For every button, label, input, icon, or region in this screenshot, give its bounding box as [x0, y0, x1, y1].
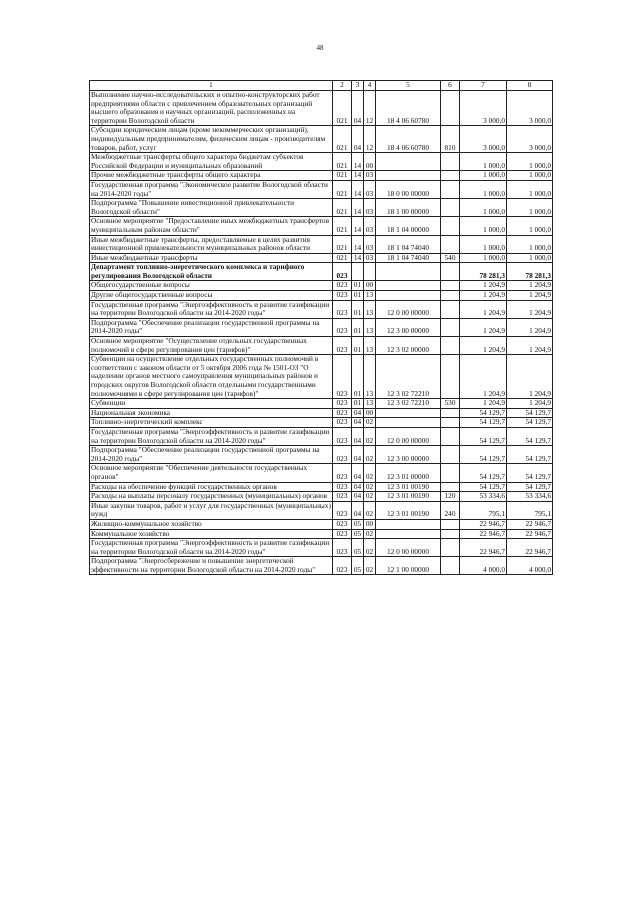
amount-2020-cell: 54 129,7 [507, 427, 553, 445]
amount-2019-cell: 1 204,9 [460, 318, 507, 336]
subsection-code-cell: 02 [364, 482, 376, 492]
expense-type-cell [441, 482, 460, 492]
amount-2019-cell: 795,1 [460, 501, 507, 519]
amount-2020-cell: 22 946,7 [507, 539, 553, 557]
amount-2020-cell: 1 204,9 [507, 300, 553, 318]
subsection-code-cell: 13 [364, 300, 376, 318]
section-code-cell: 04 [352, 482, 364, 492]
ministry-code-cell: 023 [333, 539, 352, 557]
amount-2019-cell: 1 000,0 [460, 235, 507, 253]
table-row [90, 519, 553, 529]
amount-2019-cell: 1 000,0 [460, 217, 507, 235]
amount-2019-cell: 1 000,0 [460, 253, 507, 263]
expense-type-cell [441, 153, 460, 171]
subsection-code-cell: 03 [364, 235, 376, 253]
target-article-cell: 12 0 00 00000 [376, 300, 441, 318]
subsection-code-cell: 03 [364, 253, 376, 263]
ministry-code-cell: 021 [333, 235, 352, 253]
amount-2020-cell: 54 129,7 [507, 418, 553, 428]
expense-name-cell: Жилищно-коммунальное хозяйство [90, 519, 333, 529]
expense-name-cell: Расходы на обеспечение функций государственных органов [90, 482, 333, 492]
expense-name-cell: Иные межбюджетные трансферты, предоставляемые в целях развития инвестиционной привлекательности муниципальных районов области [90, 235, 333, 253]
section-code-cell: 14 [352, 235, 364, 253]
target-article-cell: 12 3 02 00000 [376, 337, 441, 355]
expense-name-cell: Основное мероприятие "Обеспечение деятельности государственных органов" [90, 464, 333, 482]
expense-name-cell: Межбюджетные трансферты общего характера бюджетам субъектов Российской Федерации и муниципальных образований [90, 153, 333, 171]
ministry-code-cell: 023 [333, 291, 352, 301]
target-article-cell: 18 0 00 00000 [376, 180, 441, 198]
target-article-cell: 12 0 00 00000 [376, 539, 441, 557]
expense-name-cell: Иные закупки товаров, работ и услуг для государственных (муниципальных) нужд [91, 501, 331, 519]
target-article-cell: 12 3 01 00190 [376, 492, 441, 502]
expense-type-cell: 540 [441, 253, 460, 263]
table-row [90, 91, 553, 126]
amount-2020-cell: 78 281,3 [507, 263, 553, 281]
subsection-code-cell: 02 [364, 418, 376, 428]
section-code-cell: 04 [352, 418, 364, 428]
amount-2019-cell: 22 946,7 [460, 529, 507, 539]
target-article-cell [376, 153, 441, 171]
subsection-code-cell: 00 [364, 519, 376, 529]
ministry-code-cell: 023 [333, 355, 352, 399]
amount-2019-cell: 54 129,7 [460, 482, 507, 492]
table-row [90, 291, 553, 301]
amount-2020-cell: 22 946,7 [507, 529, 553, 539]
amount-2019-cell: 3 000,0 [460, 91, 507, 126]
subsection-code-cell: 02 [364, 539, 376, 557]
expense-type-cell [441, 529, 460, 539]
expense-type-cell [441, 337, 460, 355]
expense-name-cell: Государственная программа "Энергоэффективность и развитие газификации на территории Вологодской области на 2014-2020 годы" [90, 427, 333, 445]
amount-2020-cell: 795,1 [507, 501, 553, 519]
column-header: 3 [352, 81, 364, 91]
column-header: 8 [507, 81, 553, 91]
amount-2020-cell: 1 204,9 [507, 399, 553, 409]
subsection-code-cell: 02 [364, 501, 376, 519]
expense-name-cell: Основное мероприятие "Осуществление отдельных государственных полномочий в сфере регулирования цен (тарифов)" [90, 337, 333, 355]
subsection-code-cell: 13 [364, 399, 376, 409]
table-row [90, 492, 553, 502]
table-row [90, 153, 553, 171]
subsection-code-cell: 03 [364, 180, 376, 198]
subsection-code-cell: 03 [364, 217, 376, 235]
expense-type-cell [441, 300, 460, 318]
subsection-code-cell: 02 [364, 446, 376, 464]
amount-2019-cell: 1 000,0 [460, 171, 507, 181]
subsection-code-cell: 00 [364, 281, 376, 291]
expense-name-cell: Департамент топливно-энергетического комплекса и тарифного регулирования Вологодской области [90, 263, 333, 281]
subsection-code-cell: 13 [364, 318, 376, 336]
ministry-code-cell: 023 [333, 519, 352, 529]
ministry-code-cell: 023 [333, 529, 352, 539]
expense-name-cell: Основное мероприятие "Предоставление иных межбюджетных трансфертов муниципальным районам области" [90, 217, 333, 235]
subsection-code-cell: 13 [364, 337, 376, 355]
amount-2020-cell: 54 129,7 [507, 482, 553, 492]
table-row [90, 427, 553, 445]
expense-name-cell: Национальная экономика [90, 408, 333, 418]
amount-2019-cell: 54 129,7 [460, 418, 507, 428]
target-article-cell: 12 3 02 72210 [376, 355, 441, 399]
section-code-cell: 14 [352, 180, 364, 198]
expense-type-cell [441, 171, 460, 181]
table-row [90, 171, 553, 181]
table-row [90, 281, 553, 291]
expense-type-cell [441, 519, 460, 529]
amount-2019-cell: 54 129,7 [460, 408, 507, 418]
target-article-cell: 18 1 00 00000 [376, 199, 441, 217]
expense-name-cell: Топливно-энергетический комплекс [90, 418, 333, 428]
column-header: 2 [333, 81, 352, 91]
expense-name-cell: Государственная программа "Энергоэффективность и развитие газификации на территории Вологодской области на 2014-2020 годы" [90, 300, 333, 318]
ministry-code-cell: 023 [333, 427, 352, 445]
expense-type-cell [441, 446, 460, 464]
ministry-code-cell: 023 [333, 408, 352, 418]
ministry-code-cell: 021 [333, 217, 352, 235]
target-article-cell [376, 281, 441, 291]
amount-2020-cell: 1 204,9 [507, 291, 553, 301]
table-row [90, 263, 553, 281]
section-code-cell: 01 [352, 355, 364, 399]
subsection-code-cell: 13 [364, 355, 376, 399]
subsection-code-cell: 12 [364, 91, 376, 126]
section-code-cell: 01 [352, 318, 364, 336]
amount-2020-cell: 1 000,0 [507, 199, 553, 217]
table-row [90, 355, 553, 399]
table-row [90, 464, 553, 482]
table-row [90, 418, 553, 428]
column-header: 1 [90, 81, 333, 91]
amount-2020-cell: 1 000,0 [507, 253, 553, 263]
amount-2020-cell: 1 204,9 [507, 355, 553, 399]
table-row [90, 126, 553, 153]
ministry-code-cell: 021 [333, 180, 352, 198]
table-row [90, 501, 553, 519]
target-article-cell: 12 3 01 00190 [376, 501, 441, 519]
table-row [90, 529, 553, 539]
expense-name-cell: Иные межбюджетные трансферты [90, 253, 333, 263]
ministry-code-cell: 023 [333, 300, 352, 318]
amount-2020-cell: 54 129,7 [507, 446, 553, 464]
column-header: 7 [460, 81, 507, 91]
ministry-code-cell: 021 [333, 199, 352, 217]
expense-type-cell [441, 263, 460, 281]
section-code-cell: 04 [352, 427, 364, 445]
ministry-code-cell: 023 [333, 337, 352, 355]
section-code-cell: 05 [352, 529, 364, 539]
section-code-cell: 04 [352, 91, 364, 126]
ministry-code-cell: 023 [333, 318, 352, 336]
expense-type-cell [441, 235, 460, 253]
amount-2019-cell: 1 204,9 [460, 300, 507, 318]
amount-2019-cell: 54 129,7 [460, 464, 507, 482]
target-article-cell [376, 418, 441, 428]
expense-type-cell [441, 281, 460, 291]
amount-2019-cell: 1 204,9 [460, 399, 507, 409]
subsection-code-cell: 00 [364, 153, 376, 171]
target-article-cell [376, 171, 441, 181]
section-code-cell: 14 [352, 217, 364, 235]
expense-type-cell [441, 318, 460, 336]
expense-type-cell: 240 [441, 501, 460, 519]
table-row [90, 199, 553, 217]
column-header: 4 [364, 81, 376, 91]
expense-name-cell: Субвенции [90, 399, 333, 409]
amount-2019-cell: 22 946,7 [460, 539, 507, 557]
budget-table [89, 80, 553, 575]
expense-name-cell: Подпрограмма "Обеспечение реализации государственной программы на 2014-2020 годы" [90, 318, 333, 336]
table-body [90, 91, 553, 575]
ministry-code-cell: 023 [333, 263, 352, 281]
subsection-code-cell [364, 263, 376, 281]
table-row [90, 557, 553, 575]
expense-type-cell [441, 557, 460, 575]
expense-type-cell [441, 180, 460, 198]
section-code-cell: 01 [352, 291, 364, 301]
amount-2019-cell: 78 281,3 [460, 263, 507, 281]
expense-name-cell: Прочие межбюджетные трансферты общего характера [90, 171, 333, 181]
section-code-cell: 04 [352, 464, 364, 482]
amount-2019-cell: 1 204,9 [460, 281, 507, 291]
amount-2020-cell: 1 204,9 [507, 318, 553, 336]
column-header: 5 [376, 81, 441, 91]
amount-2020-cell: 1 000,0 [507, 235, 553, 253]
target-article-cell: 18 1 04 00000 [376, 217, 441, 235]
subsection-code-cell: 00 [364, 408, 376, 418]
section-code-cell [352, 263, 364, 281]
section-code-cell: 04 [352, 126, 364, 153]
ministry-code-cell: 023 [333, 501, 352, 519]
amount-2019-cell: 1 000,0 [460, 153, 507, 171]
ministry-code-cell: 021 [333, 153, 352, 171]
expense-type-cell [441, 199, 460, 217]
section-code-cell: 14 [352, 199, 364, 217]
amount-2020-cell: 3 000,0 [507, 126, 553, 153]
ministry-code-cell: 021 [333, 126, 352, 153]
ministry-code-cell: 021 [333, 253, 352, 263]
target-article-cell: 12 3 01 00190 [376, 482, 441, 492]
amount-2019-cell: 1 204,9 [460, 291, 507, 301]
expense-type-cell [441, 355, 460, 399]
table-row [90, 337, 553, 355]
amount-2020-cell: 4 000,0 [507, 557, 553, 575]
section-code-cell: 14 [352, 171, 364, 181]
table-row [90, 300, 553, 318]
table-row [90, 482, 553, 492]
amount-2020-cell: 54 129,7 [507, 464, 553, 482]
expense-type-cell [441, 291, 460, 301]
expense-name-cell: Выполнение научно-исследовательских и опытно-конструкторских работ предприятиями области с привлечением образовательных организаций высшего образования и научных организаций, расположенных на территории Вологодской области [90, 91, 333, 126]
expense-type-cell: 120 [441, 492, 460, 502]
amount-2019-cell: 53 334,6 [460, 492, 507, 502]
page-number: 48 [316, 44, 324, 52]
amount-2020-cell: 53 334,6 [507, 492, 553, 502]
amount-2020-cell: 54 129,7 [507, 408, 553, 418]
ministry-code-cell: 023 [333, 418, 352, 428]
amount-2020-cell: 22 946,7 [507, 519, 553, 529]
target-article-cell [376, 263, 441, 281]
expense-type-cell [441, 91, 460, 126]
ministry-code-cell: 023 [333, 557, 352, 575]
target-article-cell: 12 0 00 00000 [376, 427, 441, 445]
table-row [90, 235, 553, 253]
table-row [90, 318, 553, 336]
subsection-code-cell: 03 [364, 171, 376, 181]
section-code-cell: 05 [352, 557, 364, 575]
expense-name-cell: Государственная программа "Экономическое развитие Вологодской области на 2014-2020 годы" [90, 180, 333, 198]
column-header: 6 [441, 81, 460, 91]
amount-2019-cell: 1 204,9 [460, 355, 507, 399]
ministry-code-cell: 023 [333, 492, 352, 502]
target-article-cell: 18 1 04 74040 [376, 235, 441, 253]
table-header-row [90, 81, 553, 91]
amount-2019-cell: 54 129,7 [460, 446, 507, 464]
target-article-cell: 12 1 00 00000 [376, 557, 441, 575]
table-row [90, 180, 553, 198]
expense-type-cell [441, 408, 460, 418]
amount-2020-cell: 1 000,0 [507, 217, 553, 235]
amount-2019-cell: 1 000,0 [460, 180, 507, 198]
ministry-code-cell: 023 [333, 482, 352, 492]
target-article-cell: 12 3 02 72210 [376, 399, 441, 409]
table-row [90, 217, 553, 235]
target-article-cell: 12 3 00 00000 [376, 446, 441, 464]
subsection-code-cell: 02 [364, 529, 376, 539]
table-row [90, 539, 553, 557]
amount-2020-cell: 1 000,0 [507, 180, 553, 198]
section-code-cell: 04 [352, 446, 364, 464]
amount-2019-cell: 4 000,0 [460, 557, 507, 575]
section-code-cell: 05 [352, 519, 364, 529]
ministry-code-cell: 021 [333, 171, 352, 181]
table-row [90, 253, 553, 263]
expense-name-cell: Расходы на выплаты персоналу государственных (муниципальных) органов [90, 492, 333, 502]
subsection-code-cell: 02 [364, 492, 376, 502]
target-article-cell: 12 3 01 00000 [376, 464, 441, 482]
expense-name-cell: Коммунальное хозяйство [90, 529, 333, 539]
subsection-code-cell: 13 [364, 291, 376, 301]
section-code-cell: 14 [352, 253, 364, 263]
amount-2020-cell: 1 204,9 [507, 337, 553, 355]
section-code-cell: 01 [352, 300, 364, 318]
amount-2020-cell: 1 000,0 [507, 153, 553, 171]
expense-name-cell: Общегосударственные вопросы [90, 281, 333, 291]
target-article-cell [376, 291, 441, 301]
expense-name-cell: Подпрограмма "Энергосбережение и повышение энергетической эффективности на территории Вологодской области на 2014-2020 годы" [90, 557, 333, 575]
ministry-code-cell: 023 [333, 464, 352, 482]
ministry-code-cell: 021 [333, 91, 352, 126]
table-row [90, 408, 553, 418]
subsection-code-cell: 02 [364, 464, 376, 482]
expense-type-cell: 530 [441, 399, 460, 409]
expense-name-cell: Другие общегосударственные вопросы [90, 291, 333, 301]
section-code-cell: 04 [352, 501, 364, 519]
target-article-cell [376, 408, 441, 418]
table-row [90, 446, 553, 464]
subsection-code-cell: 12 [364, 126, 376, 153]
subsection-code-cell: 02 [364, 557, 376, 575]
target-article-cell [376, 529, 441, 539]
expense-type-cell: 810 [441, 126, 460, 153]
subsection-code-cell: 03 [364, 199, 376, 217]
expense-type-cell [441, 427, 460, 445]
amount-2020-cell: 1 204,9 [507, 281, 553, 291]
ministry-code-cell: 023 [333, 281, 352, 291]
expense-name-cell: Субвенции на осуществление отдельных государственных полномочий в соответствии с законом области от 5 октября 2006 года № 1501-ОЗ "О наделении органов местного самоуправления муниципальных районов и городских округов Вологодской области отдельными государственными полномочиями в сфере регулирования цен (тарифов)" [90, 355, 333, 399]
target-article-cell: 18 1 04 74040 [376, 253, 441, 263]
section-code-cell: 01 [352, 399, 364, 409]
amount-2020-cell: 1 000,0 [507, 171, 553, 181]
section-code-cell: 04 [352, 492, 364, 502]
amount-2019-cell: 22 946,7 [460, 519, 507, 529]
expense-type-cell [441, 217, 460, 235]
ministry-code-cell: 023 [333, 446, 352, 464]
expense-type-cell [441, 539, 460, 557]
section-code-cell: 01 [352, 281, 364, 291]
section-code-cell: 01 [352, 337, 364, 355]
amount-2019-cell: 54 129,7 [460, 427, 507, 445]
expense-name-cell: Субсидии юридическим лицам (кроме некоммерческих организаций), индивидуальным предпринимателям, физическим лицам - производителям товаров, работ, услуг [90, 126, 333, 153]
amount-2019-cell: 3 000,0 [460, 126, 507, 153]
expense-name-cell: Подпрограмма "Обеспечение реализации государственной программы на 2014-2020 годы" [90, 446, 333, 464]
section-code-cell: 04 [352, 408, 364, 418]
section-code-cell: 05 [352, 539, 364, 557]
section-code-cell: 14 [352, 153, 364, 171]
expense-name-cell: Государственная программа "Энергоэффективность и развитие газификации на территории Вологодской области на 2014-2020 годы" [90, 539, 333, 557]
subsection-code-cell: 02 [364, 427, 376, 445]
target-article-cell: 18 4 06 60780 [376, 91, 441, 126]
table-row [90, 399, 553, 409]
target-article-cell [376, 519, 441, 529]
ministry-code-cell: 023 [333, 399, 352, 409]
amount-2020-cell: 3 000,0 [507, 91, 553, 126]
expense-type-cell [441, 464, 460, 482]
amount-2019-cell: 1 000,0 [460, 199, 507, 217]
expense-type-cell [441, 418, 460, 428]
target-article-cell: 18 4 06 60780 [376, 126, 441, 153]
target-article-cell: 12 3 00 00000 [376, 318, 441, 336]
expense-name-cell: Подпрограмма "Повышение инвестиционной привлекательности Вологодской области" [90, 199, 333, 217]
amount-2019-cell: 1 204,9 [460, 337, 507, 355]
